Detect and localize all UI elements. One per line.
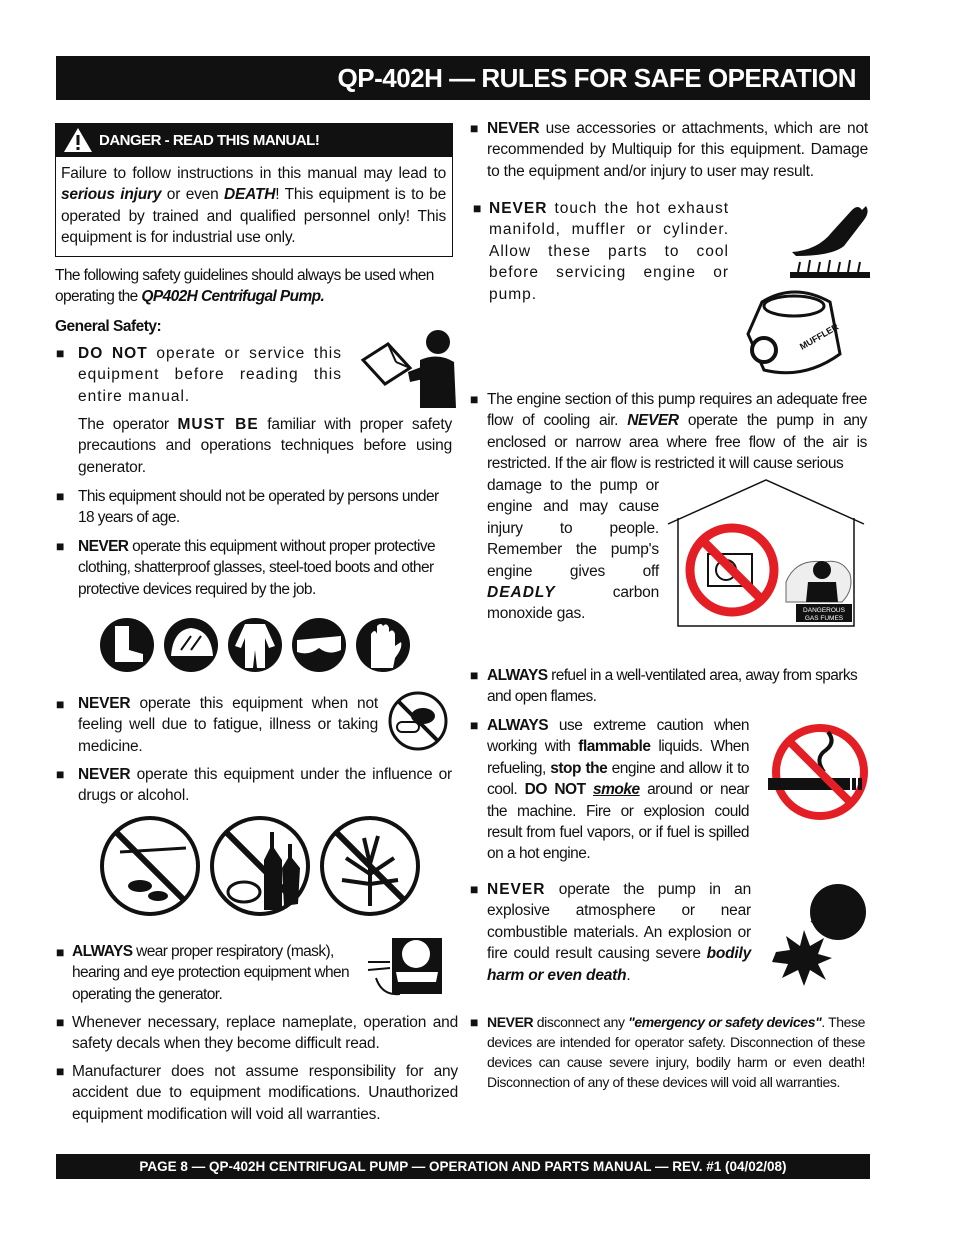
danger-heading <box>55 123 453 157</box>
warning-triangle-icon <box>63 127 93 153</box>
no-medicine-icon <box>387 690 449 752</box>
left-item-4-kw: NEVER <box>78 695 131 712</box>
right-item-3-deadly: DEADLY <box>487 584 556 602</box>
no-alcohol-icon <box>212 818 308 914</box>
bullet-square: ■ <box>470 391 479 407</box>
right-item-5-flammable: flammable <box>578 738 651 756</box>
right-item-5-smoke: smoke <box>593 781 640 799</box>
bullet-square: ■ <box>56 1014 65 1030</box>
right-item-7-devices: "emergency or safety devices" <box>628 1014 822 1030</box>
bullet-square: ■ <box>470 717 479 733</box>
right-item-5-stop: stop the <box>550 759 608 777</box>
left-item-4 <box>78 693 378 757</box>
muffler-label: MUFFLER <box>798 321 841 352</box>
right-item-7-b: . These devices are intended for operator safety. Disconnection of these devices can cause severe injury, bodily harm or even death! Disconnection of any of these devices will void all warranties. <box>487 1014 865 1090</box>
right-item-6-bodily-harm: bodily harm or even death <box>487 945 751 984</box>
page-title <box>56 56 870 100</box>
right-item-1-text: use accessories or attachments, which are not recommended by Multiquip for this equipment. Damage to the equipment and/or injury to user may result. <box>487 120 868 180</box>
right-item-5-d: around or near the machine. Fire or explosion could result from fuel vapors, or if fuel is spilled on a hot engine. <box>487 781 749 863</box>
right-item-3-cont-text: damage to the pump or engine and may cause injury to people. Remember the pump's engine gives off <box>487 477 659 580</box>
left-item-2: This equipment should not be operated by persons under 18 years of age. <box>78 488 439 527</box>
right-item-4-text: refuel in a well-ventilated area, away from sparks and open flames. <box>487 667 858 706</box>
fumes-label-1: DANGEROUS <box>803 607 845 614</box>
right-item-2-kw: NEVER <box>489 200 548 217</box>
bullet-square: ■ <box>56 944 65 960</box>
right-item-4 <box>487 665 871 708</box>
fumes-label-2: GAS FUMES <box>804 615 844 622</box>
explosion-icon <box>768 880 870 990</box>
right-item-5-kw: ALWAYS <box>487 717 549 734</box>
right-item-3-text: operate the pump in any enclosed or narrow area where free flow of the air is restricted. If the air flow is restricted it will cause serious <box>487 412 867 473</box>
coverall-icon <box>228 618 282 672</box>
bullet-square: ■ <box>470 120 479 136</box>
left-item-1-para2 <box>78 414 452 478</box>
right-item-7 <box>487 1012 865 1092</box>
right-item-2-text: touch the hot exhaust manifold, muffler or cylinder. Allow these parts to cool before servicing engine or pump. <box>489 200 729 303</box>
right-item-5-donot: DO NOT <box>524 781 586 799</box>
right-item-1-kw: NEVER <box>487 120 540 137</box>
bullet-square: ■ <box>470 881 479 897</box>
left-item-3-text: operate this equipment without proper protective clothing, shatterproof glasses, steel-toed boots and other protective devices required by the job. <box>78 538 436 598</box>
left-item-8: Manufacturer does not assume responsibility for any accident due to equipment modifications. Unauthorized equipment modification will void all warranties. <box>72 1063 458 1123</box>
bullet-square: ■ <box>473 200 482 216</box>
right-item-5-a: use extreme caution when working with <box>487 717 749 756</box>
left-item-3-kw: NEVER <box>78 538 129 555</box>
right-item-7-a: disconnect any <box>533 1014 629 1030</box>
page-title-text: QP-402H — RULES FOR SAFE OPERATION <box>337 62 856 93</box>
intro-text <box>55 265 455 308</box>
right-item-5 <box>487 715 749 865</box>
left-item-4-text: operate this equipment when not feeling well due to fatigue, illness or taking medicine. <box>78 695 378 755</box>
safety-glasses-icon <box>292 618 346 672</box>
bullet-square: ■ <box>56 696 65 712</box>
no-drugs-alcohol-icons <box>98 814 422 918</box>
right-item-7-kw: NEVER <box>487 1014 534 1030</box>
glove-icon <box>356 618 410 672</box>
bullet-square: ■ <box>470 1014 479 1030</box>
right-item-5-b: liquids. When refueling, <box>487 738 749 777</box>
hot-surface-hand-icon <box>788 202 872 280</box>
hardhat-icon <box>164 618 218 672</box>
left-item-1 <box>78 343 342 407</box>
left-item-1-kw: DO NOT <box>78 345 148 362</box>
right-item-3-line1: The engine section of this pump requires an adequate free flow of cooling air. <box>487 391 867 430</box>
right-item-6-end: . <box>626 966 631 984</box>
no-smoking-icon <box>766 722 870 822</box>
bullet-square: ■ <box>56 538 65 554</box>
right-item-1 <box>487 118 868 182</box>
left-item-1-p2-pre: The operator <box>78 416 178 433</box>
right-item-3-end: carbon monoxide gas. <box>487 584 659 623</box>
right-item-6-kw: NEVER <box>487 881 546 898</box>
right-item-3-kw: NEVER <box>627 412 679 430</box>
enclosed-area-house-icon <box>666 478 866 628</box>
no-marijuana-icon <box>322 818 418 914</box>
bullet-square: ■ <box>56 766 65 782</box>
page-footer-text: PAGE 8 — QP-402H CENTRIFUGAL PUMP — OPERATION AND PARTS MANUAL — REV. #1 (04/02/08) <box>139 1159 787 1174</box>
left-item-1-p2-kw: MUST BE <box>177 416 259 433</box>
left-item-5-kw: NEVER <box>78 766 131 783</box>
danger-or-even: or even <box>161 186 225 204</box>
no-drugs-icon <box>102 818 198 914</box>
left-item-5 <box>78 764 452 807</box>
general-safety-heading: General Safety: <box>55 318 162 335</box>
right-item-4-kw: ALWAYS <box>487 667 548 684</box>
intro-product: QP402H Centrifugal Pump. <box>141 288 325 306</box>
reading-person-icon <box>358 324 464 408</box>
left-item-6 <box>72 941 366 1005</box>
right-item-5-c: engine and allow it to cool. <box>487 759 749 799</box>
respirator-mask-icon <box>366 932 452 1002</box>
boot-icon <box>100 618 154 672</box>
bullet-square: ■ <box>56 1063 65 1079</box>
page-footer <box>56 1154 870 1179</box>
danger-text <box>61 163 446 249</box>
left-item-7: Whenever necessary, replace nameplate, operation and safety decals when they become difficult read. <box>72 1014 458 1053</box>
left-item-6-text: wear proper respiratory (mask), hearing and eye protection equipment when operating the generator. <box>72 943 349 1003</box>
right-item-6-text: operate the pump in an explosive atmosphere or near combustible materials. An explosion or fire could result causing severe <box>487 881 751 963</box>
left-item-5-text: operate this equipment under the influence or drugs or alcohol. <box>78 766 452 805</box>
danger-serious: serious injury <box>61 186 162 204</box>
right-item-6 <box>487 879 751 986</box>
bullet-square: ■ <box>470 667 479 683</box>
left-item-3 <box>78 536 456 600</box>
right-item-2 <box>489 198 729 305</box>
bullet-square: ■ <box>56 345 65 361</box>
right-item-3 <box>487 389 867 475</box>
intro-body: The following safety guidelines should always be used when operating the <box>55 267 434 306</box>
danger-death: DEATH <box>224 186 276 204</box>
danger-line1: Failure to follow instructions in this manual may lead to <box>61 165 446 182</box>
bullet-square: ■ <box>56 488 65 504</box>
danger-rest: ! This equipment is to be operated by trained and qualified personnel only! This equipment is for industrial use only. <box>61 186 446 247</box>
muffler-icon <box>744 284 846 384</box>
left-item-1-text: operate or service this equipment before reading this entire manual. <box>78 345 343 405</box>
right-item-3-cont <box>487 475 659 625</box>
left-item-6-kw: ALWAYS <box>72 943 133 960</box>
danger-heading-text: DANGER - READ THIS MANUAL! <box>99 131 320 149</box>
ppe-icons-row <box>99 616 411 674</box>
left-item-1-p2-text: familiar with proper safety precautions and operations techniques before using generator. <box>78 416 452 476</box>
